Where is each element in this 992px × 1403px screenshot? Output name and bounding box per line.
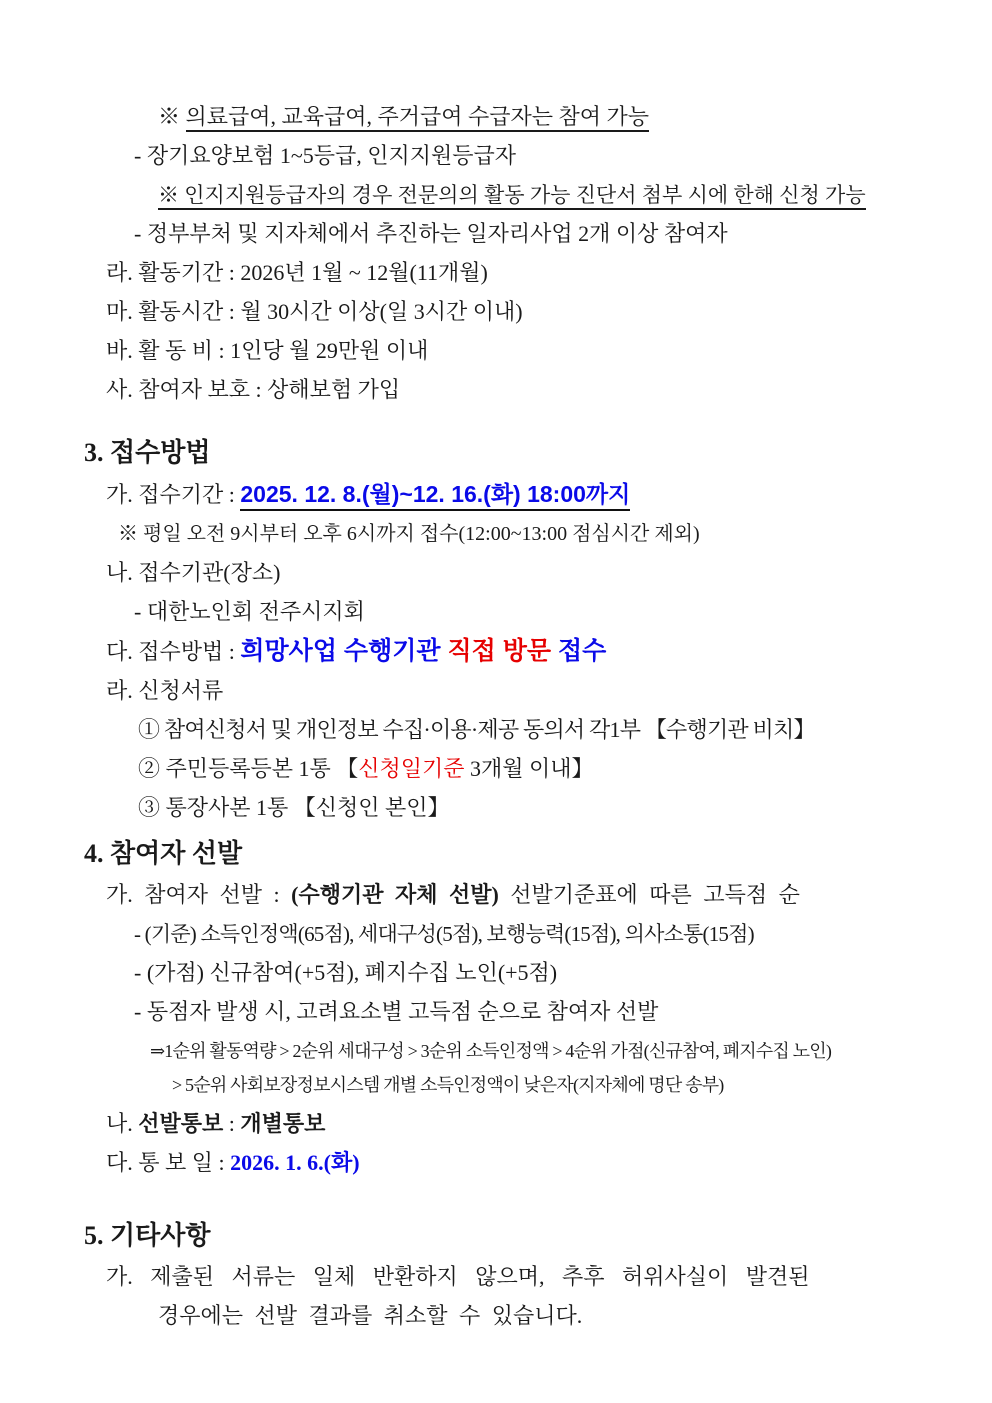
text-segment: 4. 참여자 선발 <box>84 839 243 868</box>
document-line <box>158 102 992 132</box>
text-segment: 직접 방문 <box>447 637 552 665</box>
text-segment: ① 참여신청서 및 개인정보 수집·이용·제공 동의서 각1부 【수행기관 비치】 <box>138 717 815 742</box>
text-segment: 3개월 이내】 <box>464 756 594 781</box>
document-line <box>150 1036 992 1066</box>
document-line <box>134 958 992 988</box>
document-line <box>138 793 992 823</box>
text-segment: 가. 참여자 선발 : <box>106 882 292 907</box>
text-segment: 사. 참여자 보호 : 상해보험 가입 <box>106 377 401 402</box>
document-line <box>118 519 992 549</box>
text-segment: 신청일기준 <box>358 756 465 781</box>
text-segment: 바. 활 동 비 : 1인당 월 29만원 이내 <box>106 338 429 363</box>
document-line <box>106 1262 992 1292</box>
document-line <box>106 676 992 706</box>
text-segment: > 5순위 사회보장정보시스템 개별 소득인정액이 낮은자(지자체에 명단 송부) <box>172 1075 724 1095</box>
document-line <box>106 336 992 366</box>
document-line <box>158 180 992 210</box>
text-segment: ② 주민등록등본 1통 【 <box>138 756 359 781</box>
document-body <box>0 102 992 1331</box>
text-segment: 라. 활동기간 : 2026년 1월 ~ 12월(11개월) <box>106 260 488 285</box>
document-line <box>106 636 992 667</box>
text-segment: 가. 접수기간 : <box>106 482 241 507</box>
document-line <box>134 219 992 249</box>
document-line <box>106 880 992 910</box>
document-line <box>138 715 992 745</box>
text-segment: ③ 통장사본 1통 【신청인 본인】 <box>138 795 450 820</box>
text-segment: 경우에는 선발 결과를 취소할 수 있습니다. <box>158 1303 583 1328</box>
text-segment: 마. 활동시간 : 월 30시간 이상(일 3시간 이내) <box>106 299 523 324</box>
text-segment: 가. 제출된 서류는 일체 반환하지 않으며, 추후 허위사실이 발견된 <box>106 1264 810 1289</box>
text-segment: - (가점) 신규참여(+5점), 폐지수집 노인(+5점) <box>134 960 558 985</box>
section-heading <box>84 436 992 470</box>
document-line <box>106 1148 992 1178</box>
text-segment: 의료급여, 교육급여, 주거급여 수급자는 참여 가능 <box>186 104 650 132</box>
text-segment: - 대한노인회 전주시지회 <box>134 599 365 624</box>
document-line <box>106 297 992 327</box>
text-segment: ⇒1순위 활동역량 > 2순위 세대구성 > 3순위 소득인정액 > 4순위 가점(신규참여, 폐지수집 노인) <box>150 1041 832 1061</box>
text-segment: 5. 기타사항 <box>84 1221 211 1250</box>
section-heading <box>84 837 992 871</box>
document-line <box>138 754 992 784</box>
document-line <box>106 375 992 405</box>
section-heading <box>84 1219 992 1253</box>
document-line <box>134 141 992 171</box>
text-segment: 접수 <box>551 637 607 665</box>
text-segment: 3. 접수방법 <box>84 438 211 467</box>
document-line <box>106 1109 992 1139</box>
text-segment: ※ <box>158 104 186 129</box>
document-line <box>172 1070 992 1100</box>
text-segment: - 정부부처 및 지자체에서 추진하는 일자리사업 2개 이상 참여자 <box>134 221 728 246</box>
document-line <box>134 597 992 627</box>
text-segment: - (기준) 소득인정액(65점), 세대구성(5점), 보행능력(15점), 의사소통(15점) <box>134 922 754 946</box>
text-segment: 나. <box>106 1111 139 1136</box>
text-segment: 라. 신청서류 <box>106 678 224 703</box>
document-line <box>158 1301 992 1331</box>
document-line <box>106 479 992 510</box>
text-segment: - 동점자 발생 시, 고려요소별 고득점 순으로 참여자 선발 <box>134 999 659 1024</box>
text-segment: 다. 접수방법 : <box>106 639 241 664</box>
text-segment: - 장기요양보험 1~5등급, 인지지원등급자 <box>134 143 517 168</box>
document-line <box>134 997 992 1027</box>
text-segment: (수행기관 자체 선발) <box>291 882 499 907</box>
text-segment: 개별통보 <box>240 1111 326 1136</box>
text-segment: ※ 평일 오전 9시부터 오후 6시까지 접수(12:00~13:00 점심시간 제외) <box>118 523 700 545</box>
document-line <box>106 258 992 288</box>
text-segment: 선발기준표에 따른 고득점 순 <box>498 882 800 907</box>
text-segment: 2026. 1. 6.(화) <box>230 1150 360 1175</box>
document-line <box>134 919 992 949</box>
text-segment: 나. 접수기관(장소) <box>106 560 281 585</box>
document-line <box>106 558 992 588</box>
text-segment: ※ 인지지원등급자의 경우 전문의의 활동 가능 진단서 첨부 시에 한해 신청 가능 <box>158 183 866 210</box>
text-segment: 2025. 12. 8.(월)~12. 16.(화) 18:00까지 <box>240 481 630 511</box>
text-segment: 희망사업 수행기관 <box>240 637 448 665</box>
text-segment: : <box>223 1111 241 1136</box>
text-segment: 선발통보 <box>138 1111 224 1136</box>
text-segment: 다. 통 보 일 : <box>106 1150 231 1175</box>
